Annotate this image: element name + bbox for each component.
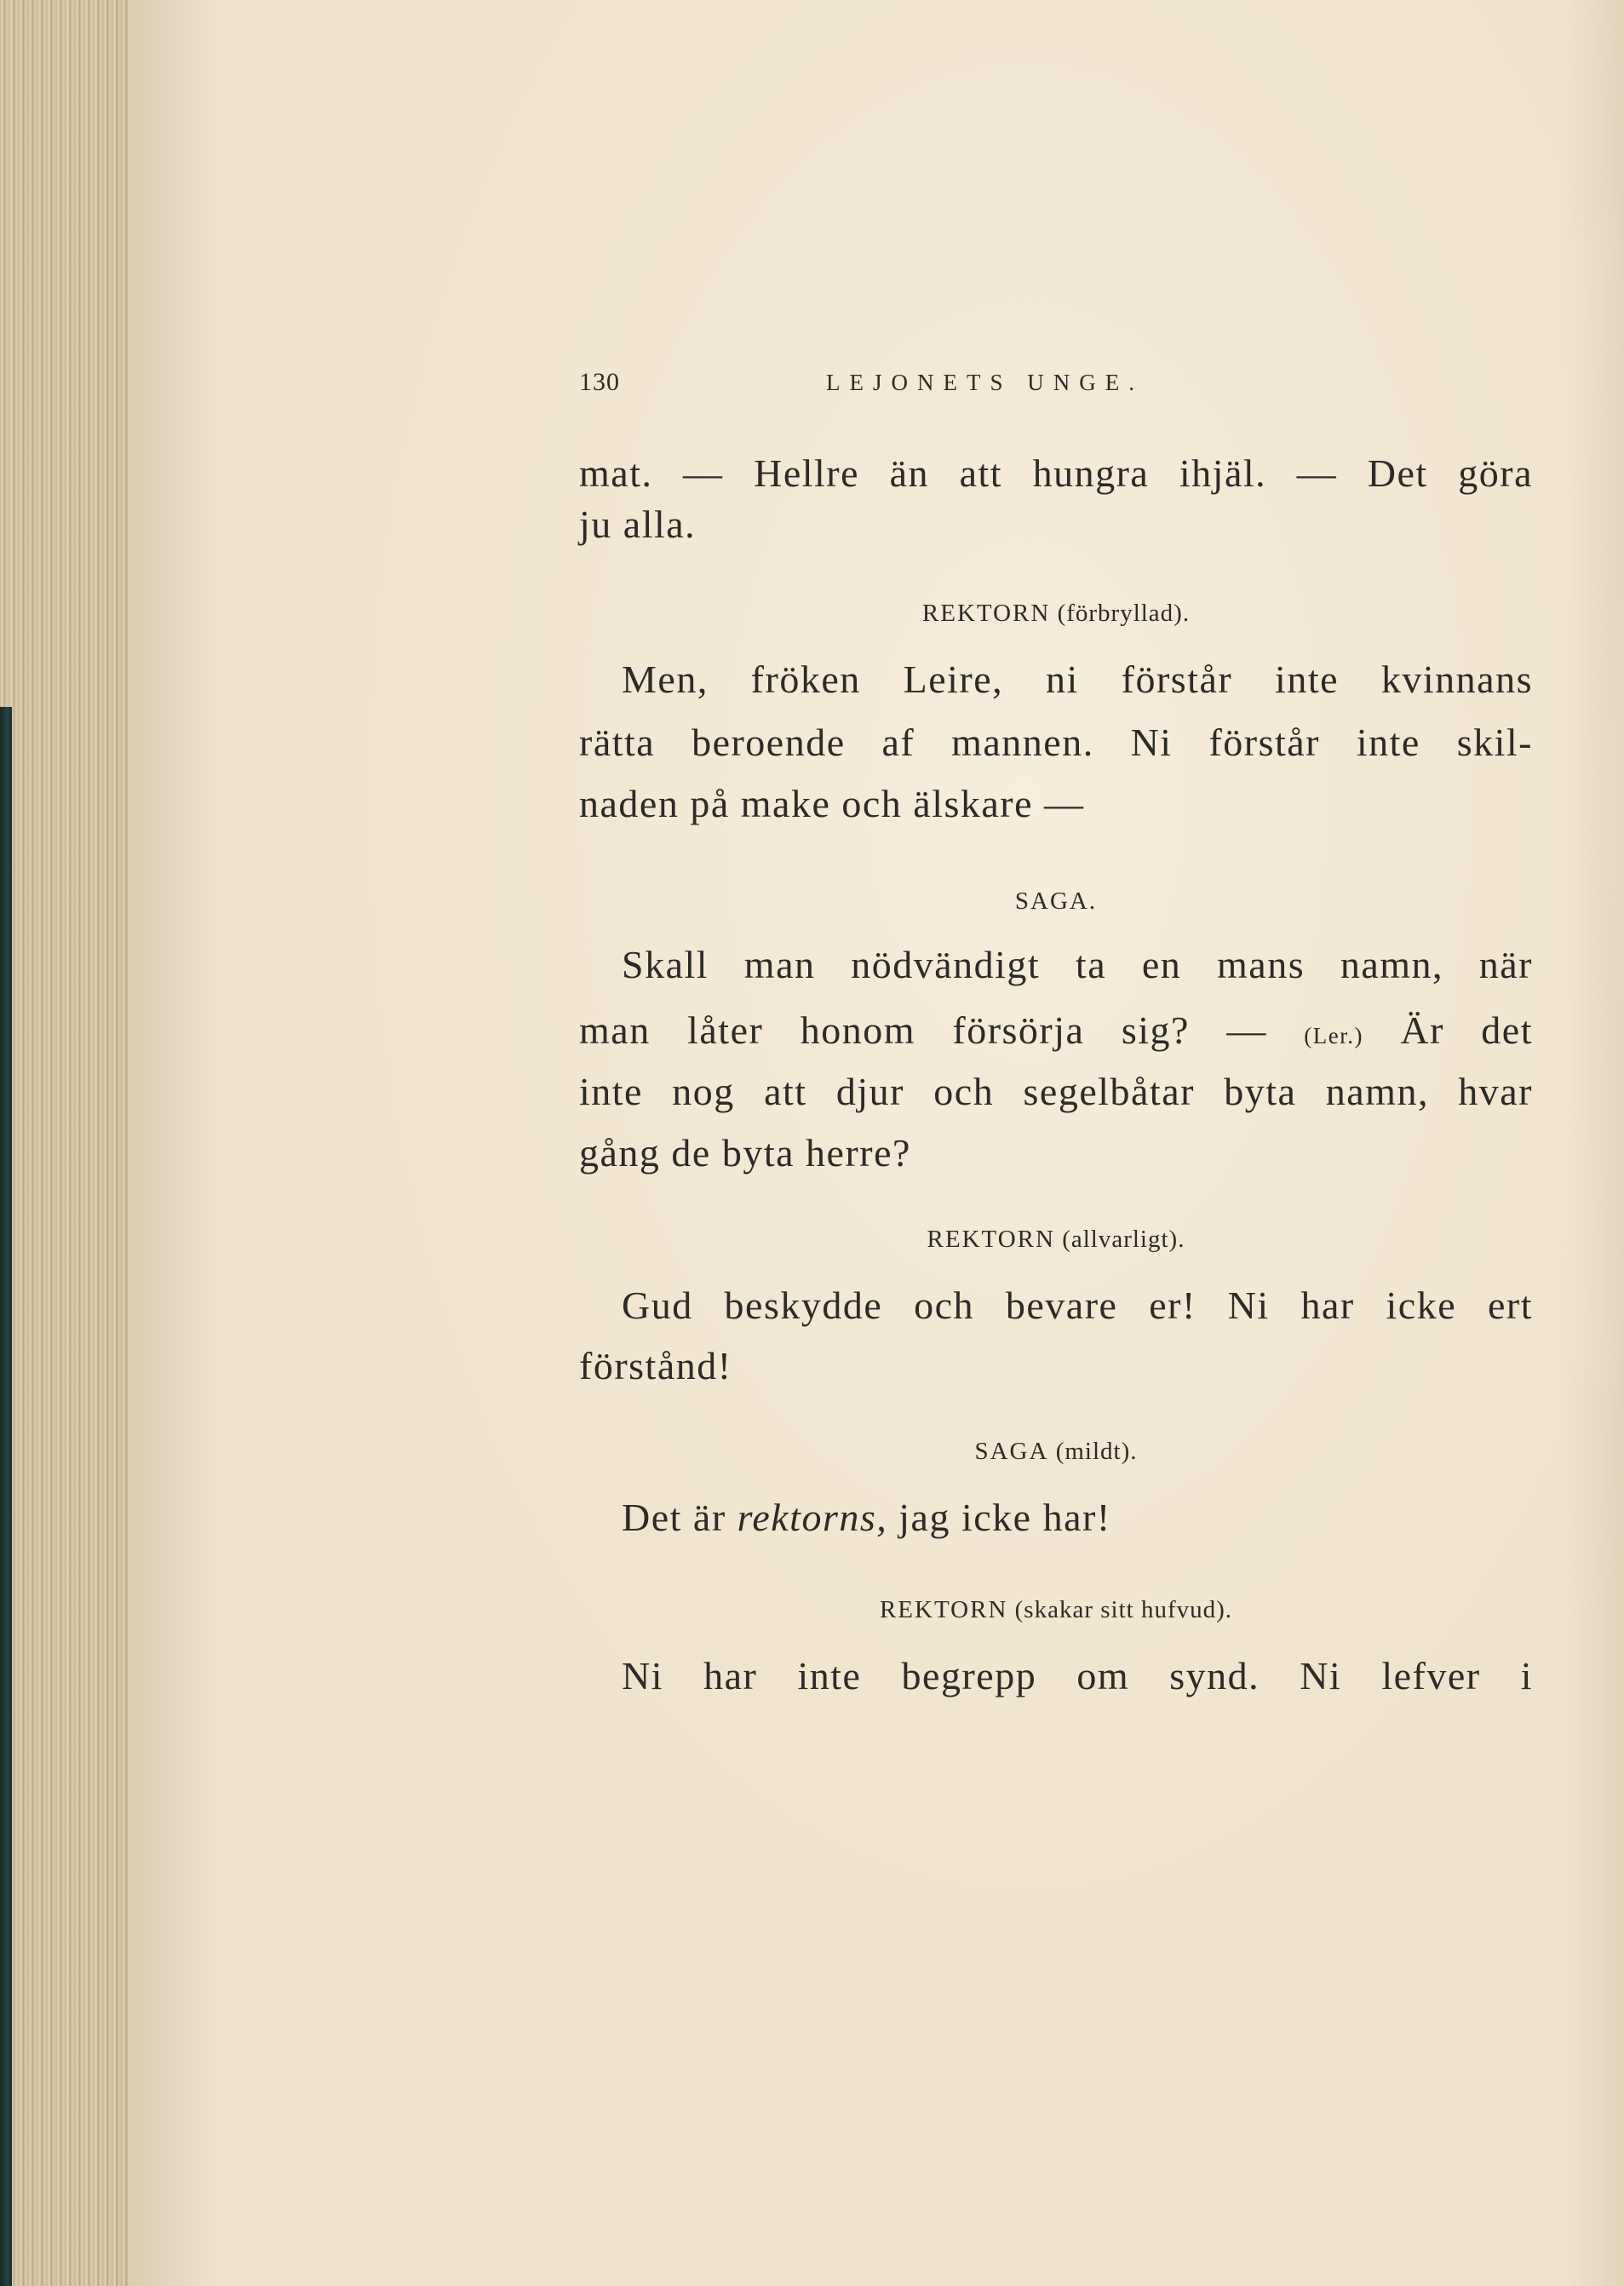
- text-line: rätta beroende af mannen. Ni förstår inte skil-: [579, 721, 1533, 764]
- stage-direction: (allvarligt).: [1062, 1226, 1185, 1253]
- text-line: Ni har inte begrepp om synd. Ni lefver i: [622, 1654, 1533, 1697]
- text-line: Skall man nödvändigt ta en mans namn, när: [622, 943, 1533, 986]
- text-line: Men, fröken Leire, ni förstår inte kvinnans: [622, 658, 1533, 701]
- text-line: inte nog att djur och segelbåtar byta namn, hvar: [579, 1070, 1533, 1113]
- text-line: mat. — Hellre än att hungra ihjäl. — Det göra: [579, 451, 1533, 495]
- text-line: [579, 1494, 1533, 1542]
- page-number: 130: [579, 368, 620, 396]
- speaker-name: REKTORN: [879, 1596, 1008, 1623]
- text-line: [579, 1007, 1533, 1060]
- emphasis-text: rektorns,: [737, 1496, 888, 1539]
- speaker-heading: [579, 598, 1533, 629]
- speaker-heading: [579, 1224, 1533, 1255]
- text-run: Är det: [1400, 1008, 1534, 1052]
- text-line: ju alla.: [579, 503, 697, 546]
- text-run: Det är: [622, 1496, 726, 1539]
- speaker-heading: [579, 1436, 1533, 1467]
- stage-direction: (skakar sitt hufvud).: [1014, 1596, 1233, 1623]
- text-line: naden på make och älskare —: [579, 782, 1085, 825]
- speaker-name: SAGA.: [1014, 887, 1098, 915]
- text-line: förstånd!: [579, 1344, 732, 1387]
- speaker-heading: [579, 1594, 1533, 1625]
- stage-direction: (mildt).: [1055, 1438, 1138, 1465]
- running-title: LEJONETS UNGE.: [826, 370, 1144, 395]
- running-header: [579, 368, 1533, 402]
- book-spine: [0, 707, 12, 2286]
- speaker-name: REKTORN: [927, 1226, 1055, 1253]
- speaker-name: SAGA: [974, 1438, 1049, 1465]
- book-page: [128, 0, 1624, 2286]
- text-run: man låter honom försörja sig? —: [579, 1008, 1267, 1052]
- stage-direction: (Ler.): [1304, 1023, 1363, 1048]
- text-line: Gud beskydde och bevare er! Ni har icke ert: [622, 1284, 1533, 1327]
- speaker-name: REKTORN: [921, 600, 1051, 627]
- stage-direction: (förbryllad).: [1057, 600, 1191, 627]
- speaker-heading: [579, 886, 1533, 916]
- text-line: gång de byta herre?: [579, 1131, 911, 1175]
- text-run: jag icke har!: [898, 1496, 1111, 1539]
